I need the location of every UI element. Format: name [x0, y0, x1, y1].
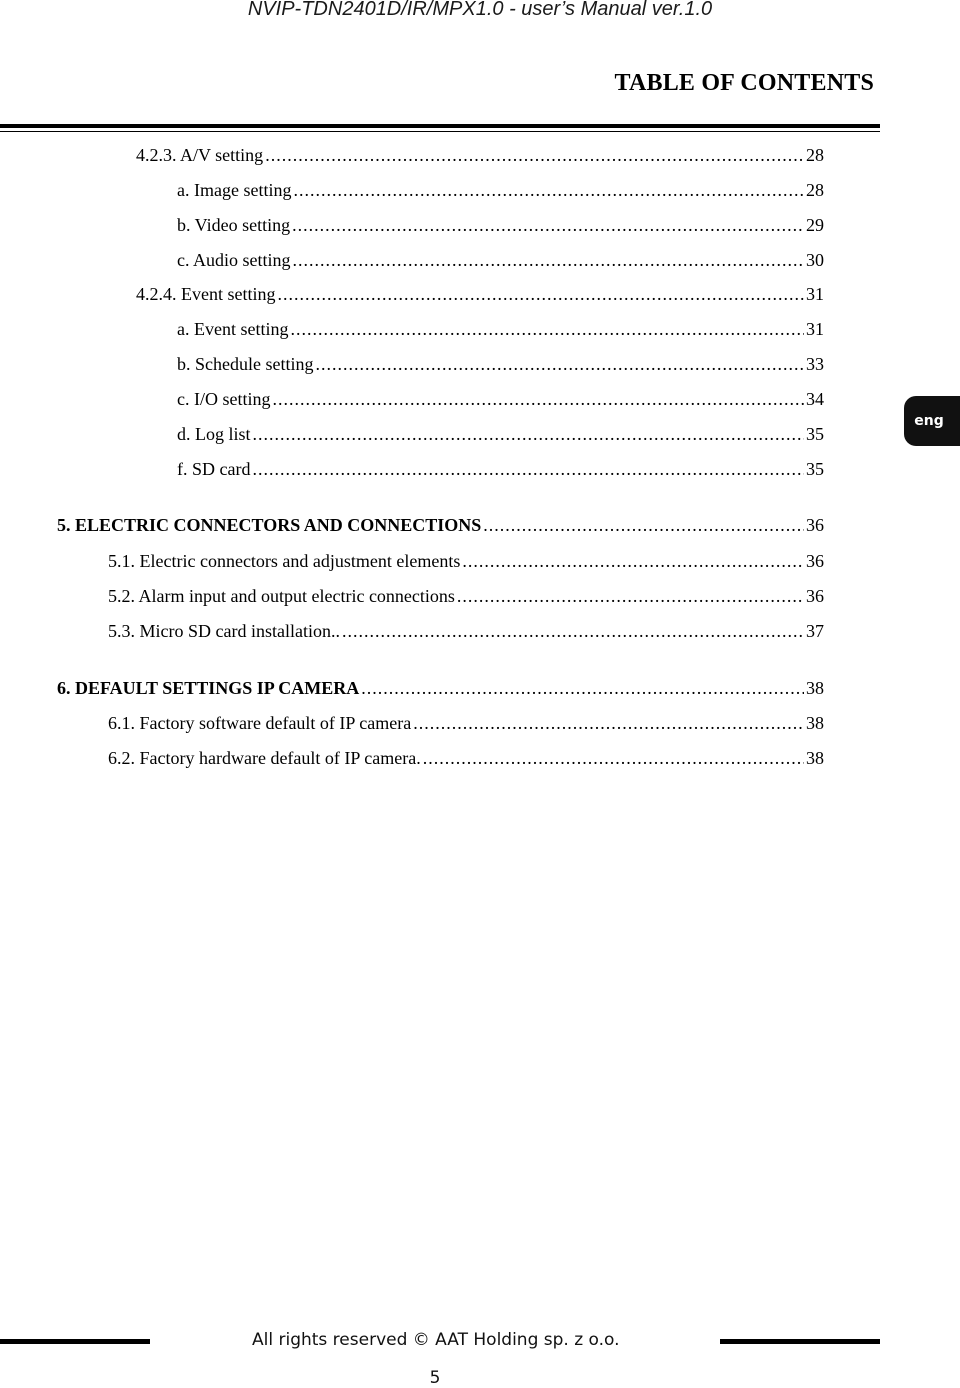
toc-dot-leader: [292, 215, 804, 236]
toc-entry-label: 6.2. Factory hardware default of IP camera.: [108, 748, 421, 768]
toc-entry[interactable]: [108, 713, 824, 739]
toc-entry-label: b. Schedule setting: [177, 354, 314, 374]
toc-entry-label: 4.2.4. Event setting: [136, 284, 276, 304]
toc-entry-page: 28: [806, 145, 824, 165]
toc-entry-label: a. Event setting: [177, 319, 289, 339]
toc-entry-page: 36: [806, 515, 824, 535]
toc-entry-page: 38: [806, 713, 824, 733]
toc-entry[interactable]: [108, 748, 824, 774]
toc-entry-page: 36: [806, 551, 824, 571]
footer-copyright: All rights reserved © AAT Holding sp. z o.o.: [252, 1330, 620, 1350]
toc-entry[interactable]: [108, 621, 824, 647]
toc-entry-page: 28: [806, 180, 824, 200]
toc-entry-page: 37: [806, 621, 824, 641]
toc-dot-leader: [265, 145, 804, 166]
toc-dot-leader: [272, 389, 804, 410]
toc-dot-leader: [413, 713, 804, 734]
toc-heading: TABLE OF CONTENTS: [614, 70, 874, 96]
toc-entry-label: d. Log list: [177, 424, 251, 444]
toc-entry-page: 35: [806, 424, 824, 444]
toc-entry-page: 36: [806, 586, 824, 606]
toc-entry[interactable]: [177, 389, 824, 415]
footer-bar-left: [0, 1339, 150, 1344]
toc-dot-leader: [423, 748, 804, 769]
toc-entry[interactable]: [108, 586, 824, 612]
toc-entry-page: 38: [806, 748, 824, 768]
toc-entry[interactable]: [177, 354, 824, 380]
toc-entry-label: c. I/O setting: [177, 389, 271, 409]
toc-entry-page: 29: [806, 215, 824, 235]
toc-entry-label: 5.3. Micro SD card installation..: [108, 621, 340, 641]
toc-entry-page: 31: [806, 319, 824, 339]
toc-dot-leader: [253, 424, 804, 445]
toc-entry-label: c. Audio setting: [177, 250, 291, 270]
toc-dot-leader: [252, 459, 804, 480]
toc-dot-leader: [462, 551, 804, 572]
toc-entry-page: 31: [806, 284, 824, 304]
toc-entry-label: 6. DEFAULT SETTINGS IP CAMERA: [57, 678, 360, 698]
page-number: 5: [429, 1368, 441, 1388]
toc-entry-page: 33: [806, 354, 824, 374]
toc-dot-leader: [277, 284, 804, 305]
toc-entry-label: 5.1. Electric connectors and adjustment elements: [108, 551, 461, 571]
toc-entry-page: 34: [806, 389, 824, 409]
toc-entry-label: b. Video setting: [177, 215, 291, 235]
toc-entry-label: 4.2.3. A/V setting: [136, 145, 264, 165]
toc-entry[interactable]: [177, 319, 824, 345]
toc-entry[interactable]: [177, 250, 824, 276]
toc-dot-leader: [361, 678, 804, 699]
toc-entry[interactable]: [177, 180, 824, 206]
toc-dot-leader: [293, 250, 805, 271]
toc-entry-label: 6.1. Factory software default of IP camera: [108, 713, 412, 733]
toc-entry[interactable]: [177, 459, 824, 485]
toc-dot-leader: [457, 586, 804, 607]
toc-entry-label: f. SD card: [177, 459, 251, 479]
toc-entry-page: 35: [806, 459, 824, 479]
toc-dot-leader: [315, 354, 804, 375]
toc-dot-leader: [293, 180, 804, 201]
toc-entry[interactable]: [57, 515, 824, 541]
language-tab: eng: [904, 396, 960, 446]
toc-entry-page: 30: [806, 250, 824, 270]
toc-entry[interactable]: [136, 284, 824, 310]
toc-entry[interactable]: [136, 145, 824, 171]
toc-dot-leader: [483, 515, 804, 536]
toc-entry[interactable]: [57, 678, 824, 704]
manual-title: NVIP-TDN2401D/IR/MPX1.0 - user’s Manual ver.1.0: [247, 0, 713, 20]
toc-entry[interactable]: [177, 215, 824, 241]
toc-entry-label: a. Image setting: [177, 180, 292, 200]
toc-entry-label: 5. ELECTRIC CONNECTORS AND CONNECTIONS: [57, 515, 482, 535]
toc-entry-page: 38: [806, 678, 824, 698]
toc-dot-leader: [342, 621, 804, 642]
toc-entry[interactable]: [108, 551, 824, 577]
footer-bar-right: [720, 1339, 880, 1344]
toc-entry[interactable]: [177, 424, 824, 450]
toc-entry-label: 5.2. Alarm input and output electric connections: [108, 586, 455, 606]
toc-dot-leader: [290, 319, 804, 340]
